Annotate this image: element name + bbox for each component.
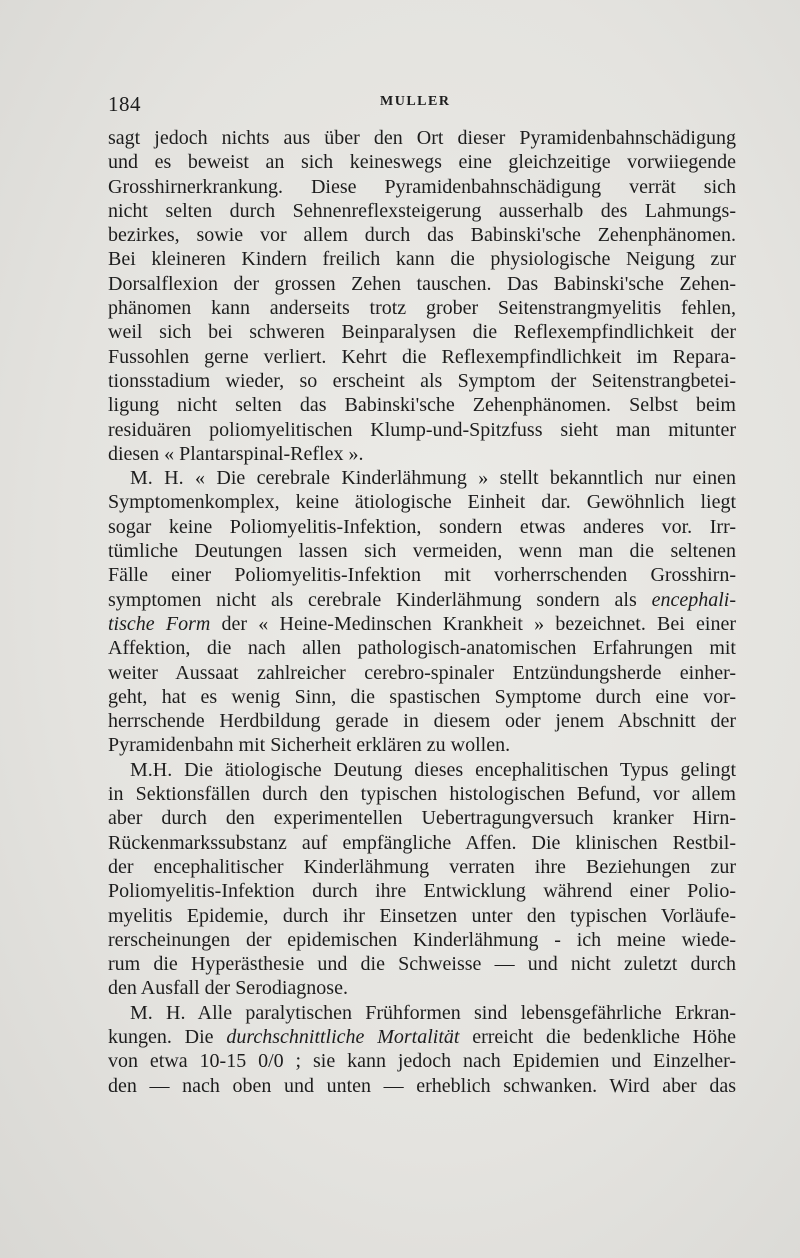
text-run: den Ausfall der Serodiagnose. bbox=[108, 977, 348, 1000]
text-line bbox=[108, 806, 736, 830]
text-run: tümliche Deutungen lassen sich vermeiden, wenn man die seltenen bbox=[108, 540, 736, 563]
text-line bbox=[108, 782, 736, 806]
text-run: bezirkes, sowie vor allem durch das Babinski'sche Zehenphänomen. bbox=[108, 224, 736, 247]
text-line bbox=[108, 758, 736, 782]
text-line bbox=[108, 539, 736, 563]
text-line bbox=[108, 879, 736, 903]
text-run: rerscheinungen der epidemischen Kinderlähmung - ich meine wiede- bbox=[108, 928, 736, 951]
text-line bbox=[108, 1074, 736, 1098]
paragraph bbox=[108, 1001, 736, 1098]
italic-run: encephali- bbox=[651, 588, 736, 611]
italic-run: tische Form bbox=[108, 612, 211, 635]
text-line bbox=[108, 199, 736, 223]
text-line bbox=[108, 661, 736, 685]
text-run: in Sektionsfällen durch den typischen histologischen Befund, vor allem bbox=[108, 783, 736, 806]
text-line bbox=[108, 612, 736, 636]
text-run: symptomen nicht als cerebrale Kinderlähmung sondern als bbox=[108, 588, 652, 611]
text-run: Grosshirnerkrankung. Diese Pyramidenbahnschädigung verrät sich bbox=[108, 175, 736, 198]
text-line bbox=[108, 588, 736, 612]
text-run: Bei kleineren Kindern freilich kann die physiologische Neigung zur bbox=[108, 248, 736, 271]
paragraph bbox=[108, 126, 736, 466]
text-run: den — nach oben und unten — erheblich schwanken. Wird aber das bbox=[108, 1074, 736, 1097]
text-line bbox=[108, 175, 736, 199]
text-run: myelitis Epidemie, durch ihr Einsetzen unter den typischen Vorläufe- bbox=[108, 904, 736, 927]
body-text bbox=[108, 126, 736, 1098]
running-head: MULLER bbox=[380, 94, 451, 109]
text-run: Rückenmarkssubstanz auf empfängliche Affen. Die klinischen Restbil- bbox=[108, 831, 736, 854]
text-line bbox=[108, 1049, 736, 1073]
text-run: Poliomyelitis-Infektion durch ihre Entwicklung während einer Polio- bbox=[108, 880, 736, 903]
text-line bbox=[108, 490, 736, 514]
text-run: nicht selten durch Sehnenreflexsteigerung ausserhalb des Lahmungs- bbox=[108, 199, 736, 222]
text-run: Fussohlen gerne verliert. Kehrt die Reflexempfindlichkeit im Repara- bbox=[108, 345, 736, 368]
text-line bbox=[108, 976, 736, 1000]
text-line bbox=[108, 126, 736, 150]
text-run: und es beweist an sich keineswegs eine gleichzeitige vorwiiegende bbox=[108, 151, 736, 174]
paragraph bbox=[108, 758, 736, 1001]
text-run: M.H. Die ätiologische Deutung dieses encephalitischen Typus gelingt bbox=[130, 758, 736, 781]
text-run: residuären poliomyelitischen Klump-und-Spitzfuss sieht man mitunter bbox=[108, 418, 736, 441]
text-run: weil sich bei schweren Beinparalysen die Reflexempfindlichkeit der bbox=[108, 321, 736, 344]
text-line bbox=[108, 831, 736, 855]
text-run: Dorsalflexion der grossen Zehen tauschen. Das Babinski'sche Zehen- bbox=[108, 272, 736, 295]
text-run: sagt jedoch nichts aus über den Ort dieser Pyramidenbahnschädigung bbox=[108, 127, 736, 149]
paragraph bbox=[108, 466, 736, 758]
text-line bbox=[108, 928, 736, 952]
text-line bbox=[108, 247, 736, 271]
text-run: tionsstadium wieder, so erscheint als Symptom der Seitenstrangbetei- bbox=[108, 369, 736, 392]
text-line bbox=[108, 685, 736, 709]
text-run: diesen « Plantarspinal-Reflex ». bbox=[108, 442, 364, 465]
text-line bbox=[108, 369, 736, 393]
text-run: phänomen kann anderseits trotz grober Seitenstrangmyelitis fehlen, bbox=[108, 297, 736, 320]
text-line bbox=[108, 563, 736, 587]
text-run: weiter Aussaat zahlreicher cerebro-spinaler Entzündungsherde einher- bbox=[108, 661, 736, 684]
text-line bbox=[108, 393, 736, 417]
text-run: ligung nicht selten das Babinski'sche Zehenphänomen. Selbst beim bbox=[108, 394, 736, 417]
text-line bbox=[108, 1001, 736, 1025]
text-run: aber durch den experimentellen Uebertragungversuch kranker Hirn- bbox=[108, 807, 736, 830]
text-line bbox=[108, 150, 736, 174]
text-run: Symptomenkomplex, keine ätiologische Einheit dar. Gewöhnlich liegt bbox=[108, 491, 736, 514]
text-line bbox=[108, 855, 736, 879]
text-run: sogar keine Poliomyelitis-Infektion, sondern etwas anderes vor. Irr- bbox=[108, 515, 736, 538]
text-run: Affektion, die nach allen pathologisch-anatomischen Erfahrungen mit bbox=[108, 637, 736, 660]
text-line bbox=[108, 223, 736, 247]
text-run: Pyramidenbahn mit Sicherheit erklären zu wollen. bbox=[108, 734, 511, 757]
text-run: kungen. Die bbox=[108, 1025, 227, 1048]
text-line bbox=[108, 904, 736, 928]
text-line bbox=[108, 733, 736, 757]
text-run: M. H. Alle paralytischen Frühformen sind lebensgefährliche Erkran- bbox=[130, 1001, 736, 1024]
page-number: 184 bbox=[108, 92, 141, 116]
text-line bbox=[108, 272, 736, 296]
text-line bbox=[108, 636, 736, 660]
text-line bbox=[108, 466, 736, 490]
text-line bbox=[108, 709, 736, 733]
text-line bbox=[108, 1025, 736, 1049]
page-header bbox=[108, 86, 736, 116]
text-line bbox=[108, 515, 736, 539]
text-line bbox=[108, 320, 736, 344]
text-line bbox=[108, 442, 736, 466]
text-line bbox=[108, 345, 736, 369]
text-run: M. H. « Die cerebrale Kinderlähmung » stellt bekanntlich nur einen bbox=[130, 467, 736, 490]
text-line bbox=[108, 418, 736, 442]
text-run: der « Heine-Medinschen Krankheit » bezeichnet. Bei einer bbox=[210, 612, 736, 635]
italic-run: durchschnittliche Mortalität bbox=[226, 1025, 460, 1048]
text-run: herrschende Herdbildung gerade in diesem oder jenem Abschnitt der bbox=[108, 710, 736, 733]
text-run: erreicht die bedenkliche Höhe bbox=[459, 1025, 736, 1048]
text-run: von etwa 10-15 0/0 ; sie kann jedoch nach Epidemien und Einzelher- bbox=[108, 1050, 736, 1073]
text-run: rum die Hyperästhesie und die Schweisse — und nicht zuletzt durch bbox=[108, 953, 736, 976]
text-run: Fälle einer Poliomyelitis-Infektion mit vorherrschenden Grosshirn- bbox=[108, 564, 736, 587]
text-line bbox=[108, 952, 736, 976]
text-run: geht, hat es wenig Sinn, die spastischen Symptome durch eine vor- bbox=[108, 685, 736, 708]
text-line bbox=[108, 296, 736, 320]
text-run: der encephalitischer Kinderlähmung verraten ihre Beziehungen zur bbox=[108, 855, 736, 878]
